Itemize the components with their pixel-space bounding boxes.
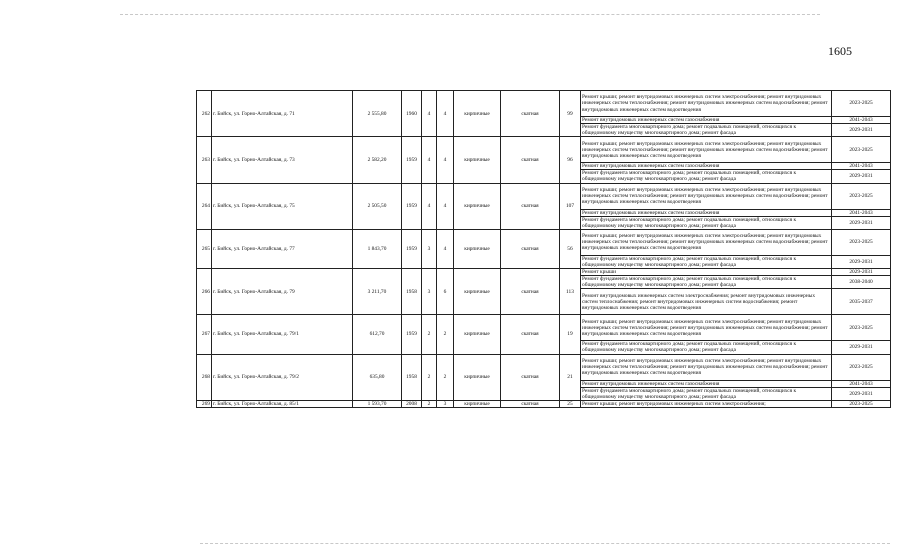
total-area-cell: 635,80 [353, 354, 402, 400]
residents-count-cell: 107 [560, 183, 581, 229]
row-number-cell: 265 [197, 229, 212, 268]
build-year-cell: 1959 [402, 183, 422, 229]
row-number-cell: 267 [197, 315, 212, 354]
repair-work-cell: Ремонт внутридомовых инженерных систем газоснабжения [581, 380, 832, 387]
repair-period-cell: 2041-2043 [832, 163, 891, 170]
wall-material-cell: кирпичные [454, 91, 501, 137]
total-area-cell: 2 555,80 [353, 91, 402, 137]
repair-period-cell: 2029-2031 [832, 216, 891, 229]
residents-count-cell: 25 [560, 400, 581, 407]
floors-count-cell: 3 [422, 269, 437, 315]
row-number-cell: 262 [197, 91, 212, 137]
repair-work-cell: Ремонт фундамента многоквартирного дома; ремонт подвальных помещений, относящихся к общедомовому имуществу многоквартирного дома; ремонт фасада [581, 124, 832, 137]
roof-type-cell: скатная [501, 315, 560, 354]
residents-count-cell: 96 [560, 137, 581, 183]
roof-type-cell: скатная [501, 183, 560, 229]
total-area-cell: 1 593,70 [353, 400, 402, 407]
wall-material-cell: кирпичные [454, 354, 501, 400]
floors-count-cell: 3 [422, 229, 437, 268]
repair-period-cell: 2038-2040 [832, 276, 891, 289]
row-number-cell: 266 [197, 269, 212, 315]
build-year-cell: 1960 [402, 91, 422, 137]
roof-type-cell: скатная [501, 137, 560, 183]
total-area-cell: 3 211,70 [353, 269, 402, 315]
build-year-cell: 1959 [402, 137, 422, 183]
entrances-count-cell: 4 [437, 183, 454, 229]
repair-period-cell: 2029-2031 [832, 269, 891, 276]
repair-work-cell: Ремонт крыши; ремонт внутридомовых инженерных систем электроснабжения; ремонт внутридомовых инженерных систем теплоснабжения; ремонт внутридомовых инженерных систем водоснабжения; ремонт внутридомовых инженерных систем водоотведения [581, 137, 832, 163]
wall-material-cell: кирпичные [454, 183, 501, 229]
repair-work-cell: Ремонт фундамента многоквартирного дома; ремонт подвальных помещений, относящихся к общедомовому имуществу многоквартирного дома; ремонт фасада [581, 216, 832, 229]
scan-artifact-bottom [200, 543, 890, 544]
repair-period-cell: 2023-2025 [832, 400, 891, 407]
repair-period-cell: 2023-2025 [832, 183, 891, 209]
build-year-cell: 1958 [402, 269, 422, 315]
address-cell: г. Бийск, ул. Горно-Алтайская, д. 79/2 [212, 354, 353, 400]
row-number-cell: 263 [197, 137, 212, 183]
housing-registry-table [196, 90, 891, 408]
entrances-count-cell: 6 [437, 269, 454, 315]
table-row [197, 400, 891, 407]
total-area-cell: 612,70 [353, 315, 402, 354]
repair-period-cell: 2029-2031 [832, 341, 891, 354]
table-row [197, 91, 891, 117]
repair-work-cell: Ремонт фундамента многоквартирного дома; ремонт подвальных помещений, относящихся к общедомовому имуществу многоквартирного дома; ремонт фасада [581, 276, 832, 289]
address-cell: г. Бийск, ул. Горно-Алтайская, д. 75 [212, 183, 353, 229]
table-row [197, 229, 891, 255]
address-cell: г. Бийск, ул. Горно-Алтайская, д. 77 [212, 229, 353, 268]
repair-period-cell: 2035-2037 [832, 289, 891, 315]
repair-work-cell: Ремонт крыши [581, 269, 832, 276]
repair-period-cell: 2023-2025 [832, 354, 891, 380]
address-cell: г. Бийск, ул. Горно-Алтайская, д. 85/1 [212, 400, 353, 407]
entrances-count-cell: 2 [437, 315, 454, 354]
build-year-cell: 1959 [402, 315, 422, 354]
repair-period-cell: 2023-2025 [832, 137, 891, 163]
registry-body [197, 91, 891, 408]
entrances-count-cell: 4 [437, 91, 454, 137]
repair-period-cell: 2023-2025 [832, 229, 891, 255]
repair-period-cell: 2029-2031 [832, 255, 891, 268]
wall-material-cell: кирпичные [454, 400, 501, 407]
floors-count-cell: 4 [422, 183, 437, 229]
repair-work-cell: Ремонт внутридомовых инженерных систем газоснабжения [581, 117, 832, 124]
roof-type-cell: скатная [501, 269, 560, 315]
repair-work-cell: Ремонт внутридомовых инженерных систем газоснабжения [581, 163, 832, 170]
floors-count-cell: 2 [422, 400, 437, 407]
repair-period-cell: 2041-2043 [832, 380, 891, 387]
row-number-cell: 268 [197, 354, 212, 400]
residents-count-cell: 21 [560, 354, 581, 400]
entrances-count-cell: 4 [437, 229, 454, 268]
repair-work-cell: Ремонт крыши; ремонт внутридомовых инженерных систем электроснабжения; ремонт внутридомовых инженерных систем теплоснабжения; ремонт внутридомовых инженерных систем водоснабжения; ремонт внутридомовых инженерных систем водоотведения [581, 91, 832, 117]
repair-work-cell: Ремонт внутридомовых инженерных систем электроснабжения; ремонт внутридомовых инженерных систем теплоснабжения; ремонт внутридомовых инженерных систем водоснабжения; ремонт внутридомовых инженерных систем водоотведения [581, 289, 832, 315]
repair-work-cell: Ремонт фундамента многоквартирного дома; ремонт подвальных помещений, относящихся к общедомовому имуществу многоквартирного дома; ремонт фасада [581, 387, 832, 400]
wall-material-cell: кирпичные [454, 269, 501, 315]
build-year-cell: 1958 [402, 354, 422, 400]
address-cell: г. Бийск, ул. Горно-Алтайская, д. 79/1 [212, 315, 353, 354]
repair-work-cell: Ремонт крыши; ремонт внутридомовых инженерных систем электроснабжения; ремонт внутридомовых инженерных систем теплоснабжения; ремонт внутридомовых инженерных систем водоснабжения; ремонт внутридомовых инженерных систем водоотведения [581, 315, 832, 341]
build-year-cell: 1959 [402, 229, 422, 268]
roof-type-cell: скатная [501, 91, 560, 137]
total-area-cell: 2 505,50 [353, 183, 402, 229]
residents-count-cell: 19 [560, 315, 581, 354]
floors-count-cell: 2 [422, 315, 437, 354]
roof-type-cell: скатная [501, 400, 560, 407]
wall-material-cell: кирпичные [454, 137, 501, 183]
row-number-cell: 269 [197, 400, 212, 407]
repair-work-cell: Ремонт крыши; ремонт внутридомовых инженерных систем электроснабжения; ремонт внутридомовых инженерных систем теплоснабжения; ремонт внутридомовых инженерных систем водоснабжения; ремонт внутридомовых инженерных систем водоотведения [581, 183, 832, 209]
address-cell: г. Бийск, ул. Горно-Алтайская, д. 79 [212, 269, 353, 315]
repair-work-cell: Ремонт фундамента многоквартирного дома; ремонт подвальных помещений, относящихся к общедомовому имуществу многоквартирного дома; ремонт фасада [581, 255, 832, 268]
repair-period-cell: 2041-2043 [832, 117, 891, 124]
residents-count-cell: 113 [560, 269, 581, 315]
address-cell: г. Бийск, ул. Горно-Алтайская, д. 71 [212, 91, 353, 137]
total-area-cell: 1 843,70 [353, 229, 402, 268]
entrances-count-cell: 2 [437, 354, 454, 400]
table-row [197, 183, 891, 209]
table-row [197, 137, 891, 163]
repair-work-cell: Ремонт внутридомовых инженерных систем газоснабжения [581, 209, 832, 216]
build-year-cell: 2008 [402, 400, 422, 407]
entrances-count-cell: 3 [437, 400, 454, 407]
repair-work-cell: Ремонт крыши; ремонт внутридомовых инженерных систем электроснабжения; [581, 400, 832, 407]
residents-count-cell: 99 [560, 91, 581, 137]
repair-period-cell: 2041-2043 [832, 209, 891, 216]
table-row [197, 269, 891, 276]
entrances-count-cell: 4 [437, 137, 454, 183]
floors-count-cell: 4 [422, 91, 437, 137]
total-area-cell: 2 582,20 [353, 137, 402, 183]
repair-period-cell: 2029-2031 [832, 170, 891, 183]
repair-work-cell: Ремонт крыши; ремонт внутридомовых инженерных систем электроснабжения; ремонт внутридомовых инженерных систем теплоснабжения; ремонт внутридомовых инженерных систем водоснабжения; ремонт внутридомовых инженерных систем водоотведения [581, 229, 832, 255]
residents-count-cell: 56 [560, 229, 581, 268]
floors-count-cell: 4 [422, 137, 437, 183]
address-cell: г. Бийск, ул. Горно-Алтайская, д. 73 [212, 137, 353, 183]
wall-material-cell: кирпичные [454, 315, 501, 354]
roof-type-cell: скатная [501, 354, 560, 400]
table-row [197, 315, 891, 341]
repair-work-cell: Ремонт крыши; ремонт внутридомовых инженерных систем электроснабжения; ремонт внутридомовых инженерных систем теплоснабжения; ремонт внутридомовых инженерных систем водоснабжения; ремонт внутридомовых инженерных систем водоотведения [581, 354, 832, 380]
repair-period-cell: 2029-2031 [832, 124, 891, 137]
row-number-cell: 264 [197, 183, 212, 229]
repair-work-cell: Ремонт фундамента многоквартирного дома; ремонт подвальных помещений, относящихся к общедомовому имуществу многоквартирного дома; ремонт фасада [581, 170, 832, 183]
wall-material-cell: кирпичные [454, 229, 501, 268]
floors-count-cell: 2 [422, 354, 437, 400]
repair-work-cell: Ремонт фундамента многоквартирного дома; ремонт подвальных помещений, относящихся к общедомовому имуществу многоквартирного дома; ремонт фасада [581, 341, 832, 354]
repair-period-cell: 2023-2025 [832, 91, 891, 117]
repair-period-cell: 2029-2031 [832, 387, 891, 400]
repair-period-cell: 2023-2025 [832, 315, 891, 341]
scan-artifact-top [120, 14, 820, 15]
table-row [197, 354, 891, 380]
roof-type-cell: скатная [501, 229, 560, 268]
page-number: 1605 [828, 44, 852, 58]
